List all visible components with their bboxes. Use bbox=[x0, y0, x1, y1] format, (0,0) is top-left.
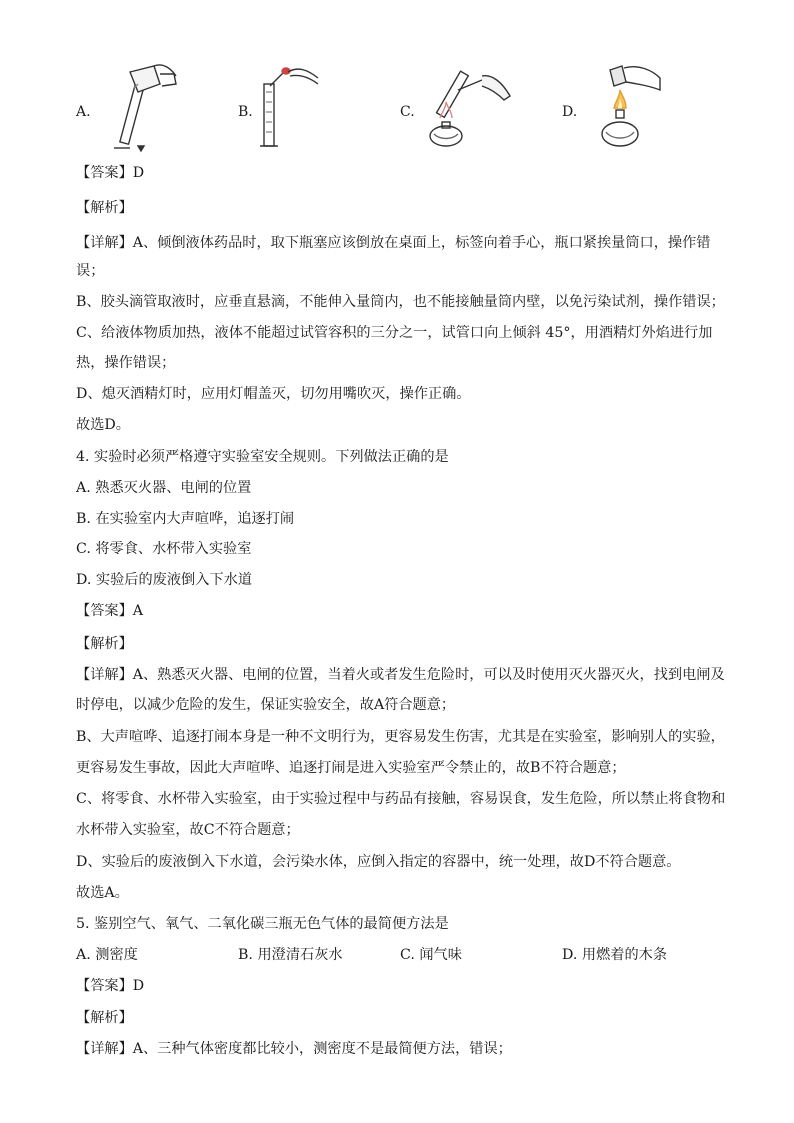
detail-line: B、大声喧哗、追逐打闹本身是一种不文明行为，更容易发生伤害，尤其是在实验室，影响别人的实验， bbox=[76, 729, 725, 745]
detail-line: C、给液体物质加热，液体不能超过试管容积的三分之一，试管口向上倾斜 45°，用酒精灯外焰进行加 bbox=[76, 325, 713, 341]
q5-option-d: D. 用燃着的木条 bbox=[562, 947, 668, 963]
answer-line-q5: 【答案】D bbox=[76, 978, 145, 994]
lamp-cap-icon bbox=[580, 62, 680, 154]
answer-line-q3: 【答案】D bbox=[76, 165, 145, 181]
detail-line: 热，操作错误； bbox=[76, 355, 176, 371]
figure-a-label: A. bbox=[76, 104, 91, 120]
option-figures bbox=[76, 62, 696, 162]
detail-line: 误； bbox=[76, 263, 105, 279]
detail-line: 【详解】A、倾倒液体药品时，取下瓶塞应该倒放在桌面上，标签向着手心，瓶口紧挨量筒口，操作错 bbox=[76, 235, 711, 251]
q4-option-b: B. 在实验室内大声喧哗，追逐打闹 bbox=[76, 511, 295, 527]
pouring-cylinder-icon bbox=[94, 62, 184, 154]
q5-option-a: A. 测密度 bbox=[76, 947, 138, 963]
detail-line: 更容易发生事故，因此大声喧哗、追逐打闹是进入实验室严令禁止的，故B不符合题意； bbox=[76, 760, 626, 776]
question-4: 4. 实验时必须严格遵守实验室安全规则。下列做法正确的是 bbox=[76, 449, 449, 465]
figure-c-label: C. bbox=[400, 104, 415, 120]
detail-line: C、将零食、水杯带入实验室，由于实验过程中与药品有接触，容易误食，发生危险，所以禁止将食物和 bbox=[76, 791, 726, 807]
detail-line: 【详解】A、三种气体密度都比较小，测密度不是最简便方法，错误； bbox=[76, 1041, 512, 1057]
question-5: 5. 鉴别空气、氧气、二氧化碳三瓶无色气体的最简便方法是 bbox=[76, 916, 449, 932]
figure-d-label: D. bbox=[562, 104, 578, 120]
answer-line-q4: 【答案】A bbox=[76, 603, 143, 619]
analysis-header-q5: 【解析】 bbox=[76, 1010, 133, 1026]
choice-line: 故选D。 bbox=[76, 417, 130, 433]
analysis-header-q3: 【解析】 bbox=[76, 200, 133, 216]
detail-line: B、胶头滴管取液时，应垂直悬滴，不能伸入量筒内，也不能接触量筒内壁，以免污染试剂，操作错误； bbox=[76, 294, 725, 310]
detail-line: D、实验后的废液倒入下水道，会污染水体，应倒入指定的容器中，统一处理，故D不符合题意。 bbox=[76, 854, 681, 870]
detail-line: D、熄灭酒精灯时，应用灯帽盖灭，切勿用嘴吹灭，操作正确。 bbox=[76, 386, 471, 402]
q4-option-d: D. 实验后的废液倒入下水道 bbox=[76, 572, 252, 588]
choice-line: 故选A。 bbox=[76, 885, 129, 901]
dropper-cylinder-icon bbox=[256, 62, 326, 154]
detail-line: 时停电，以减少危险的发生，保证实验安全，故A符合题意； bbox=[76, 697, 456, 713]
q5-options bbox=[76, 945, 716, 965]
q4-option-a: A. 熟悉灭火器、电闸的位置 bbox=[76, 480, 252, 496]
figure-b-label: B. bbox=[238, 104, 253, 120]
q5-option-c: C. 闻气味 bbox=[400, 947, 462, 963]
q5-option-b: B. 用澄清石灰水 bbox=[238, 947, 343, 963]
detail-line: 【详解】A、熟悉灭火器、电闸的位置，当着火或者发生危险时，可以及时使用灭火器灭火，找到电闸及 bbox=[76, 667, 725, 683]
test-tube-heating-icon bbox=[418, 62, 518, 154]
detail-line: 水杯带入实验室，故C不符合题意； bbox=[76, 822, 300, 838]
analysis-header-q4: 【解析】 bbox=[76, 636, 133, 652]
q4-option-c: C. 将零食、水杯带入实验室 bbox=[76, 541, 252, 557]
